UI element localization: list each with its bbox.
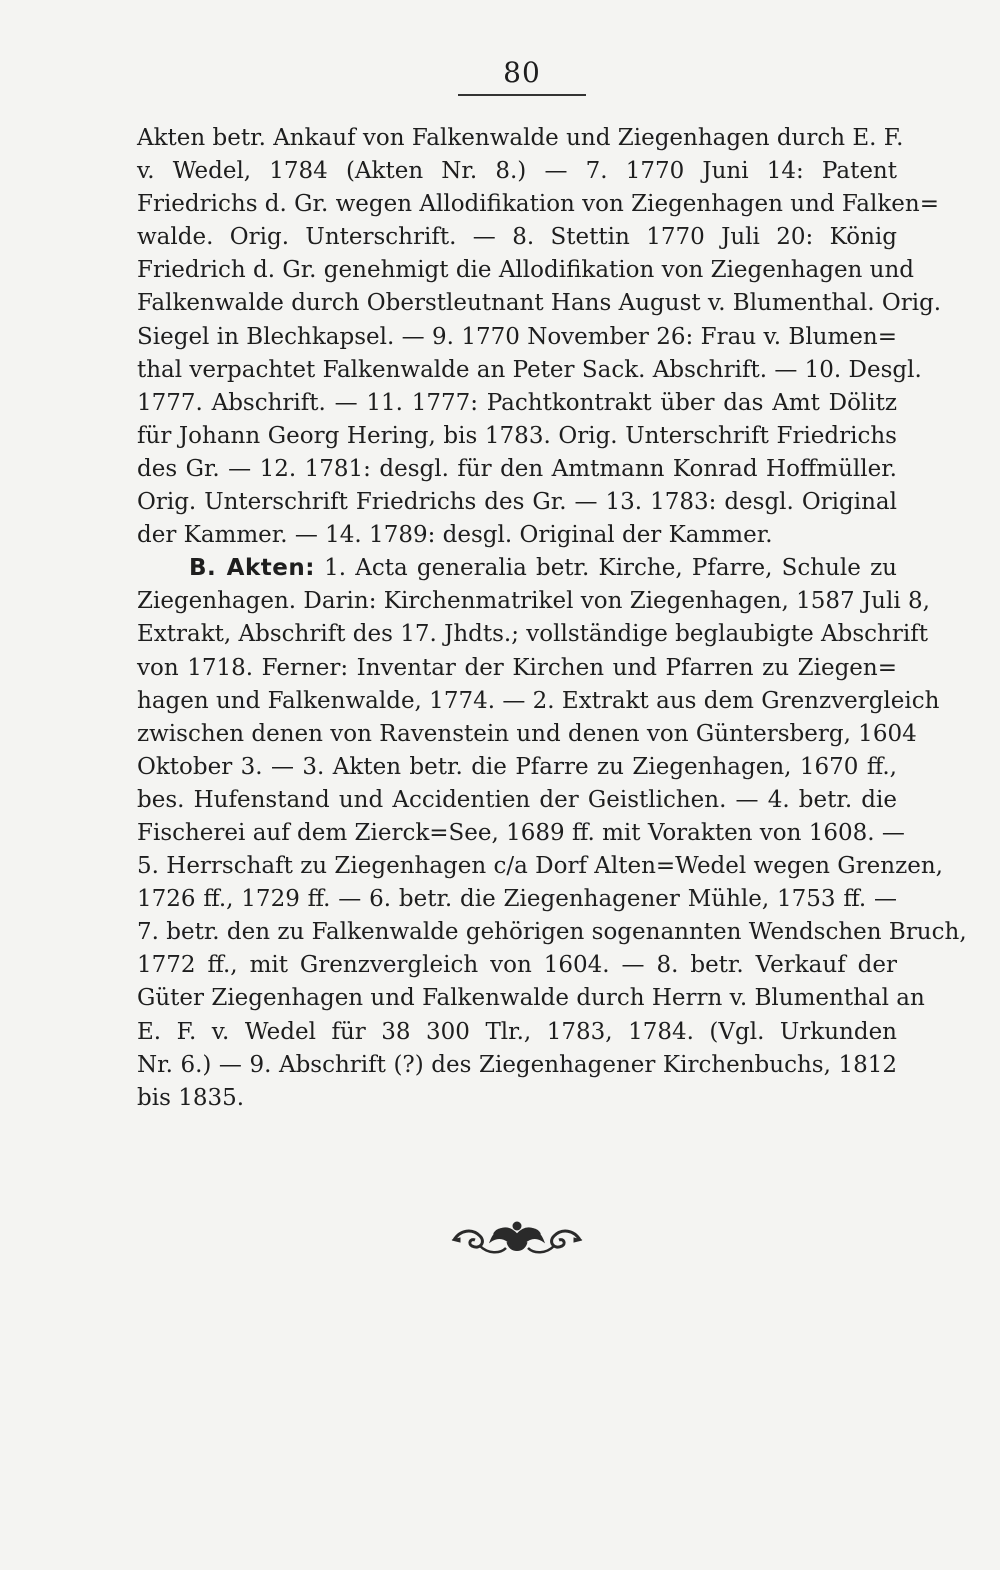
text-line: Ziegenhagen. Darin: Kirchenmatrikel von Ziegenhagen, 1587 Juli 8, xyxy=(137,588,930,615)
text-line: 5. Herrschaft zu Ziegenhagen c/a Dorf Alten=Wedel wegen Grenzen, xyxy=(137,853,943,880)
text-line: walde. Orig. Unterschrift. — 8. Stettin 1770 Juli 20: König xyxy=(137,224,897,251)
text-line: 1772 ff., mit Grenzvergleich von 1604. — 8. betr. Verkauf der xyxy=(137,952,897,979)
text-line: v. Wedel, 1784 (Akten Nr. 8.) — 7. 1770 Juni 14: Patent xyxy=(137,158,897,185)
page-number-rule xyxy=(458,94,586,96)
text-line: Falkenwalde durch Oberstleutnant Hans August v. Blumenthal. Orig. xyxy=(137,290,942,317)
text-line: Akten betr. Ankauf von Falkenwalde und Ziegenhagen durch E. F. xyxy=(137,125,904,151)
text-line: von 1718. Ferner: Inventar der Kirchen und Pfarren zu Ziegen= xyxy=(137,654,897,681)
text-line: Orig. Unterschrift Friedrichs des Gr. — 13. 1783: desgl. Original xyxy=(137,489,897,516)
text-line: bes. Hufenstand und Accidentien der Geistlichen. — 4. betr. die xyxy=(137,786,897,813)
text-line: zwischen denen von Ravenstein und denen von Güntersberg, 1604 xyxy=(137,720,917,747)
text-line: bis 1835. xyxy=(137,1084,245,1111)
section-b-label: B. Akten: xyxy=(189,555,315,582)
text-line: 1777. Abschrift. — 11. 1777: Pachtkontrakt über das Amt Dölitz xyxy=(137,389,897,416)
text-line: 1726 ff., 1729 ff. — 6. betr. die Ziegenhagener Mühle, 1753 ff. — xyxy=(137,886,897,913)
text-line: der Kammer. — 14. 1789: desgl. Original der Kammer. xyxy=(137,522,773,549)
text-line: E. F. v. Wedel für 38 300 Tlr., 1783, 1784. (Vgl. Urkunden xyxy=(137,1018,897,1045)
text-line: Güter Ziegenhagen und Falkenwalde durch Herrn v. Blumenthal an xyxy=(137,985,925,1012)
text-line: Nr. 6.) — 9. Abschrift (?) des Ziegenhagener Kirchenbuchs, 1812 xyxy=(137,1051,897,1078)
ornament-vignette xyxy=(450,1212,584,1262)
page-number: 80 xyxy=(503,56,541,89)
text-line: hagen und Falkenwalde, 1774. — 2. Extrakt aus dem Grenzvergleich xyxy=(137,687,940,714)
text-line: Fischerei auf dem Zierck=See, 1689 ff. mit Vorakten von 1608. — xyxy=(137,819,905,846)
section-b-first-line-text: 1. Acta generalia betr. Kirche, Pfarre, Schule zu xyxy=(324,555,897,582)
text-line: Oktober 3. — 3. Akten betr. die Pfarre zu Ziegenhagen, 1670 ff., xyxy=(137,753,897,780)
text-block xyxy=(137,122,967,1115)
text-line: des Gr. — 12. 1781: desgl. für den Amtmann Konrad Hoffmüller. xyxy=(137,455,897,482)
text-line: Siegel in Blechkapsel. — 9. 1770 November 26: Frau v. Blumen= xyxy=(137,323,897,350)
text-line: Friedrichs d. Gr. wegen Allodifikation von Ziegenhagen und Falken= xyxy=(137,191,939,218)
section-b-first-line xyxy=(137,552,897,585)
text-line: 7. betr. den zu Falkenwalde gehörigen sogenannten Wendschen Bruch, xyxy=(137,919,967,946)
text-line: thal verpachtet Falkenwalde an Peter Sack. Abschrift. — 10. Desgl. xyxy=(137,356,922,383)
text-line: Friedrich d. Gr. genehmigt die Allodifikation von Ziegenhagen und xyxy=(137,257,915,284)
text-line: Extrakt, Abschrift des 17. Jhdts.; vollständige beglaubigte Abschrift xyxy=(137,621,928,648)
text-line: für Johann Georg Hering, bis 1783. Orig. Unterschrift Friedrichs xyxy=(137,422,897,449)
